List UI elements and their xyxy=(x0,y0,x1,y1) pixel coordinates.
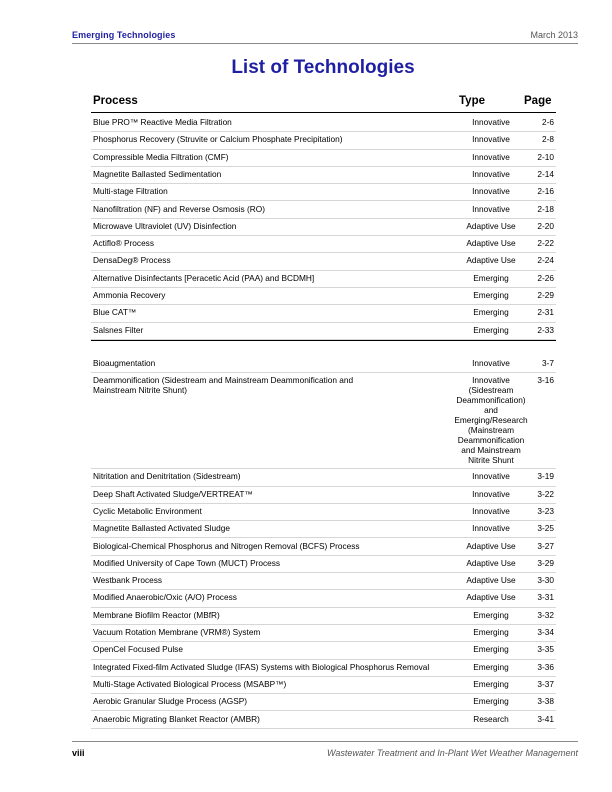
table-row xyxy=(91,235,556,253)
table-row xyxy=(91,572,556,590)
process-name: Multi-Stage Activated Biological Process (MSABP™) xyxy=(93,678,287,689)
table-row xyxy=(91,641,556,659)
technology-type xyxy=(436,506,546,516)
type-line: Emerging xyxy=(473,307,509,318)
technology-type xyxy=(436,134,546,144)
page-reference: 3-32 xyxy=(537,609,554,620)
process-name: Ammonia Recovery xyxy=(93,290,166,300)
table-row xyxy=(91,114,556,132)
table-row xyxy=(91,270,556,288)
technology-type xyxy=(436,489,546,499)
column-header-page: Page xyxy=(524,95,552,107)
technology-type xyxy=(436,325,546,335)
technology-type xyxy=(436,186,546,196)
page-reference: 2-14 xyxy=(537,168,554,179)
table-row xyxy=(91,252,556,270)
technology-type xyxy=(436,679,546,689)
type-line: Deammonification xyxy=(457,435,525,446)
type-line: Adaptive Use xyxy=(466,220,516,231)
table-row xyxy=(91,355,556,373)
technology-type xyxy=(436,592,546,602)
process-name: Cyclic Metabolic Environment xyxy=(93,505,202,516)
type-line: Emerging xyxy=(473,627,509,637)
page-reference: 3-30 xyxy=(537,575,554,586)
page-reference: 3-27 xyxy=(537,540,554,551)
table-row xyxy=(91,218,556,236)
technology-type xyxy=(436,273,546,283)
process-name: Vacuum Rotation Membrane (VRM®) System xyxy=(93,627,261,637)
process-name: Aerobic Granular Sludge Process (AGSP) xyxy=(93,696,248,707)
type-line: Innovative xyxy=(472,203,510,214)
type-line: Emerging xyxy=(473,609,509,620)
table-row xyxy=(91,468,556,486)
footer-rule xyxy=(72,741,578,742)
page-reference: 2-31 xyxy=(537,307,554,318)
technology-type xyxy=(436,714,546,724)
technology-type xyxy=(436,169,546,179)
type-line: (Mainstream xyxy=(467,425,515,436)
technology-type xyxy=(436,375,546,465)
technology-type xyxy=(436,255,546,265)
technology-type xyxy=(436,204,546,214)
type-line: Innovative xyxy=(472,505,510,516)
table-row xyxy=(91,659,556,677)
type-line: Emerging/Research xyxy=(454,415,528,426)
table-row xyxy=(91,304,556,322)
type-line: Emerging xyxy=(473,290,509,300)
table-row xyxy=(91,624,556,642)
header-date: March 2013 xyxy=(530,30,578,40)
column-header-process: Process xyxy=(93,95,138,107)
process-name: Modified University of Cape Town (MUCT) Process xyxy=(93,557,281,568)
process-name: Anaerobic Migrating Blanket Reactor (AMBR) xyxy=(93,713,260,724)
type-line: Adaptive Use xyxy=(466,255,516,266)
process-name: Membrane Biofilm Reactor (MBfR) xyxy=(93,609,220,620)
footer-document-title: Wastewater Treatment and In-Plant Wet Weather Management xyxy=(327,748,578,758)
table-row xyxy=(91,322,556,340)
table-row xyxy=(91,711,556,729)
page-reference: 2-20 xyxy=(537,220,554,231)
process-name: Magnetite Ballasted Sedimentation xyxy=(93,168,222,179)
process-name: Salsnes Filter xyxy=(93,324,144,335)
table-row xyxy=(91,287,556,305)
technology-type xyxy=(436,696,546,706)
type-line: Emerging xyxy=(473,678,509,689)
type-line: Research xyxy=(473,713,509,724)
technology-type xyxy=(436,221,546,231)
process-name: Nitritation and Denitritation (Sidestream) xyxy=(93,471,241,482)
type-line: and xyxy=(484,405,498,416)
page-reference: 2-29 xyxy=(537,290,554,300)
process-name: Compressible Media Filtration (CMF) xyxy=(93,151,229,162)
technology-type xyxy=(436,575,546,585)
type-line: and Mainstream xyxy=(461,445,521,456)
page-reference: 2-24 xyxy=(537,255,554,266)
technology-type xyxy=(436,238,546,248)
page-reference: 2-22 xyxy=(537,238,554,249)
page-reference: 2-6 xyxy=(542,117,554,127)
page-title: List of Technologies xyxy=(231,57,415,78)
process-name: Microwave Ultraviolet (UV) Disinfection xyxy=(93,220,237,231)
page-reference: 3-38 xyxy=(537,696,554,707)
technology-type xyxy=(436,152,546,162)
table-row xyxy=(91,131,556,149)
page-reference: 3-25 xyxy=(537,523,554,534)
page-reference: 2-18 xyxy=(537,203,554,214)
section-divider xyxy=(91,340,556,341)
page-reference: 3-36 xyxy=(537,661,554,672)
technology-type xyxy=(436,117,546,127)
page-reference: 2-26 xyxy=(537,272,554,283)
table-row xyxy=(91,166,556,184)
page-reference: 3-19 xyxy=(537,471,554,482)
process-name: Magnetite Ballasted Activated Sludge xyxy=(93,523,230,534)
column-header-type: Type xyxy=(459,95,485,107)
process-name: Westbank Process xyxy=(93,575,163,586)
type-line: Innovative xyxy=(472,471,510,482)
page-reference: 3-31 xyxy=(537,592,554,603)
type-line: Emerging xyxy=(473,272,509,283)
type-line: Adaptive Use xyxy=(466,592,516,603)
type-line: Adaptive Use xyxy=(466,557,516,568)
type-line: Adaptive Use xyxy=(466,238,516,249)
process-name: Deammonification (Sidestream and Mainstream Deammonification and Mainstream Nitrite Shunt) xyxy=(93,375,354,396)
type-line: Innovative xyxy=(472,134,510,145)
process-name: Modified Anaerobic/Oxic (A/O) Process xyxy=(93,592,237,603)
technology-type xyxy=(436,610,546,620)
process-name: Blue CAT™ xyxy=(93,307,137,318)
process-name: Integrated Fixed-film Activated Sludge (IFAS) Systems with Biological Phosphorus Removal xyxy=(93,661,430,672)
page-number: viii xyxy=(72,748,85,758)
technology-type xyxy=(436,471,546,481)
page-reference: 2-10 xyxy=(537,151,554,162)
process-name: Deep Shaft Activated Sludge/VERTREAT™ xyxy=(93,488,253,499)
type-line: Emerging xyxy=(473,661,509,672)
type-line: Adaptive Use xyxy=(466,540,516,551)
page-reference: 3-23 xyxy=(537,505,554,516)
table-row xyxy=(91,589,556,607)
process-name: Alternative Disinfectants [Peracetic Acid (PAA) and BCDMH] xyxy=(93,272,315,283)
type-line: Innovative xyxy=(472,523,510,534)
header-title: Emerging Technologies xyxy=(72,30,176,40)
table-row xyxy=(91,183,556,201)
process-name: DensaDeg® Process xyxy=(93,255,171,266)
process-name: Nanofiltration (NF) and Reverse Osmosis (RO) xyxy=(93,203,265,214)
table-row xyxy=(91,676,556,694)
type-line: Innovative xyxy=(472,375,510,386)
table-row xyxy=(91,486,556,504)
page-reference: 3-35 xyxy=(537,644,554,655)
process-name: Biological-Chemical Phosphorus and Nitrogen Removal (BCFS) Process xyxy=(93,540,360,551)
page-reference: 3-34 xyxy=(537,627,554,637)
header-rule xyxy=(91,112,556,113)
type-line: Innovative xyxy=(472,168,510,179)
technology-type xyxy=(436,644,546,654)
table-row xyxy=(91,607,556,625)
table-row xyxy=(91,693,556,711)
page-reference: 3-41 xyxy=(537,713,554,724)
page-reference: 3-16 xyxy=(537,375,554,386)
type-line: Nitrite Shunt xyxy=(468,455,514,466)
process-name: Bioaugmentation xyxy=(93,358,156,368)
type-line: Deammonification) xyxy=(456,395,526,406)
type-line: Innovative xyxy=(472,358,510,368)
process-name: Actiflo® Process xyxy=(93,238,154,249)
type-line: (Sidestream xyxy=(468,385,514,396)
type-line: Innovative xyxy=(472,151,510,162)
type-line: Emerging xyxy=(473,696,509,707)
page-reference: 3-22 xyxy=(537,488,554,499)
technology-type xyxy=(436,358,546,368)
technology-type xyxy=(436,523,546,533)
type-line: Innovative xyxy=(472,117,510,127)
table-row xyxy=(91,520,556,538)
table-row xyxy=(91,372,556,469)
technology-type xyxy=(436,627,546,637)
page-reference: 3-29 xyxy=(537,557,554,568)
type-line: Emerging xyxy=(473,644,509,655)
type-line: Adaptive Use xyxy=(466,575,516,586)
process-name: Blue PRO™ Reactive Media Filtration xyxy=(93,117,232,127)
table-row xyxy=(91,503,556,521)
page-reference: 3-37 xyxy=(537,678,554,689)
process-name: Multi-stage Filtration xyxy=(93,186,168,197)
type-line: Emerging xyxy=(473,324,509,335)
technology-type xyxy=(436,541,546,551)
table-row xyxy=(91,149,556,167)
technology-type xyxy=(436,290,546,300)
process-name: OpenCel Focused Pulse xyxy=(93,644,183,655)
technology-type xyxy=(436,307,546,317)
process-name: Phosphorus Recovery (Struvite or Calcium Phosphate Precipitation) xyxy=(93,134,343,145)
technology-type xyxy=(436,662,546,672)
page-header xyxy=(72,29,578,44)
type-line: Innovative xyxy=(472,186,510,197)
table-row xyxy=(91,201,556,219)
page-reference: 2-8 xyxy=(542,134,554,145)
technology-type xyxy=(436,558,546,568)
page-reference: 2-16 xyxy=(537,186,554,197)
table-row xyxy=(91,538,556,556)
page-reference: 3-7 xyxy=(542,358,554,368)
type-line: Innovative xyxy=(472,488,510,499)
page-reference: 2-33 xyxy=(537,324,554,335)
table-row xyxy=(91,555,556,573)
